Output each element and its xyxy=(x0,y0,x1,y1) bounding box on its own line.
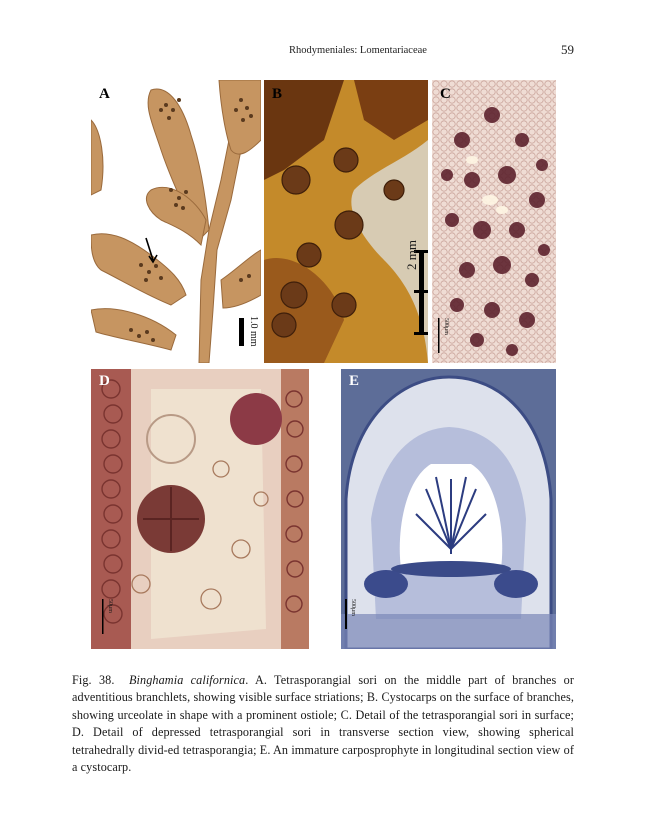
panel-e-photo xyxy=(341,369,556,649)
panel-b-photo xyxy=(264,80,428,363)
figure-panel-c xyxy=(432,80,556,363)
panel-b-letter: B xyxy=(272,86,283,102)
figure-panel-a xyxy=(91,80,261,363)
panel-e-letter: E xyxy=(349,373,360,389)
figure-panel-b xyxy=(264,80,428,363)
page-number: 59 xyxy=(561,42,574,57)
panel-d-scale-label: 50μm xyxy=(107,599,113,613)
panel-c-letter: C xyxy=(440,86,451,102)
panel-d-letter: D xyxy=(99,373,110,389)
panel-a-letter: A xyxy=(99,86,110,102)
species-name: Binghamia californica xyxy=(129,673,246,687)
running-title: Rhodymeniales: Lomentariaceae xyxy=(289,45,427,56)
panel-e-scale-label: 500μm xyxy=(350,599,356,616)
caption-text: . A. Tetrasporangial sori on the middle part of branches or adventitious branchlets, showing visible surface striations; B. Cystocarps on the surface of branches, showing urceolate in shape with a prominent ostiole; C. Detail of the tetrasporangial sori in surface; D. Detail of depressed tetrasporangial sori in transverse section view, showing spherical tetrahedrally divid-ed tetrasporangia; E. An immature carposprophyte in longitudinal section view of a cystocarp. xyxy=(72,673,574,775)
panel-a-photo xyxy=(91,80,261,363)
figure-panel-d xyxy=(91,369,309,649)
panel-c-scale-label: 500μm xyxy=(443,318,449,335)
figure-panel-e xyxy=(341,369,556,649)
panel-b-scale-label: 2 mm xyxy=(404,240,419,270)
figure-label: Fig. 38. xyxy=(72,673,115,687)
figure-caption xyxy=(72,672,574,776)
panel-c-photo xyxy=(432,80,556,363)
panel-d-photo xyxy=(91,369,309,649)
panel-a-scale-label: 1.0 mm xyxy=(248,316,259,347)
